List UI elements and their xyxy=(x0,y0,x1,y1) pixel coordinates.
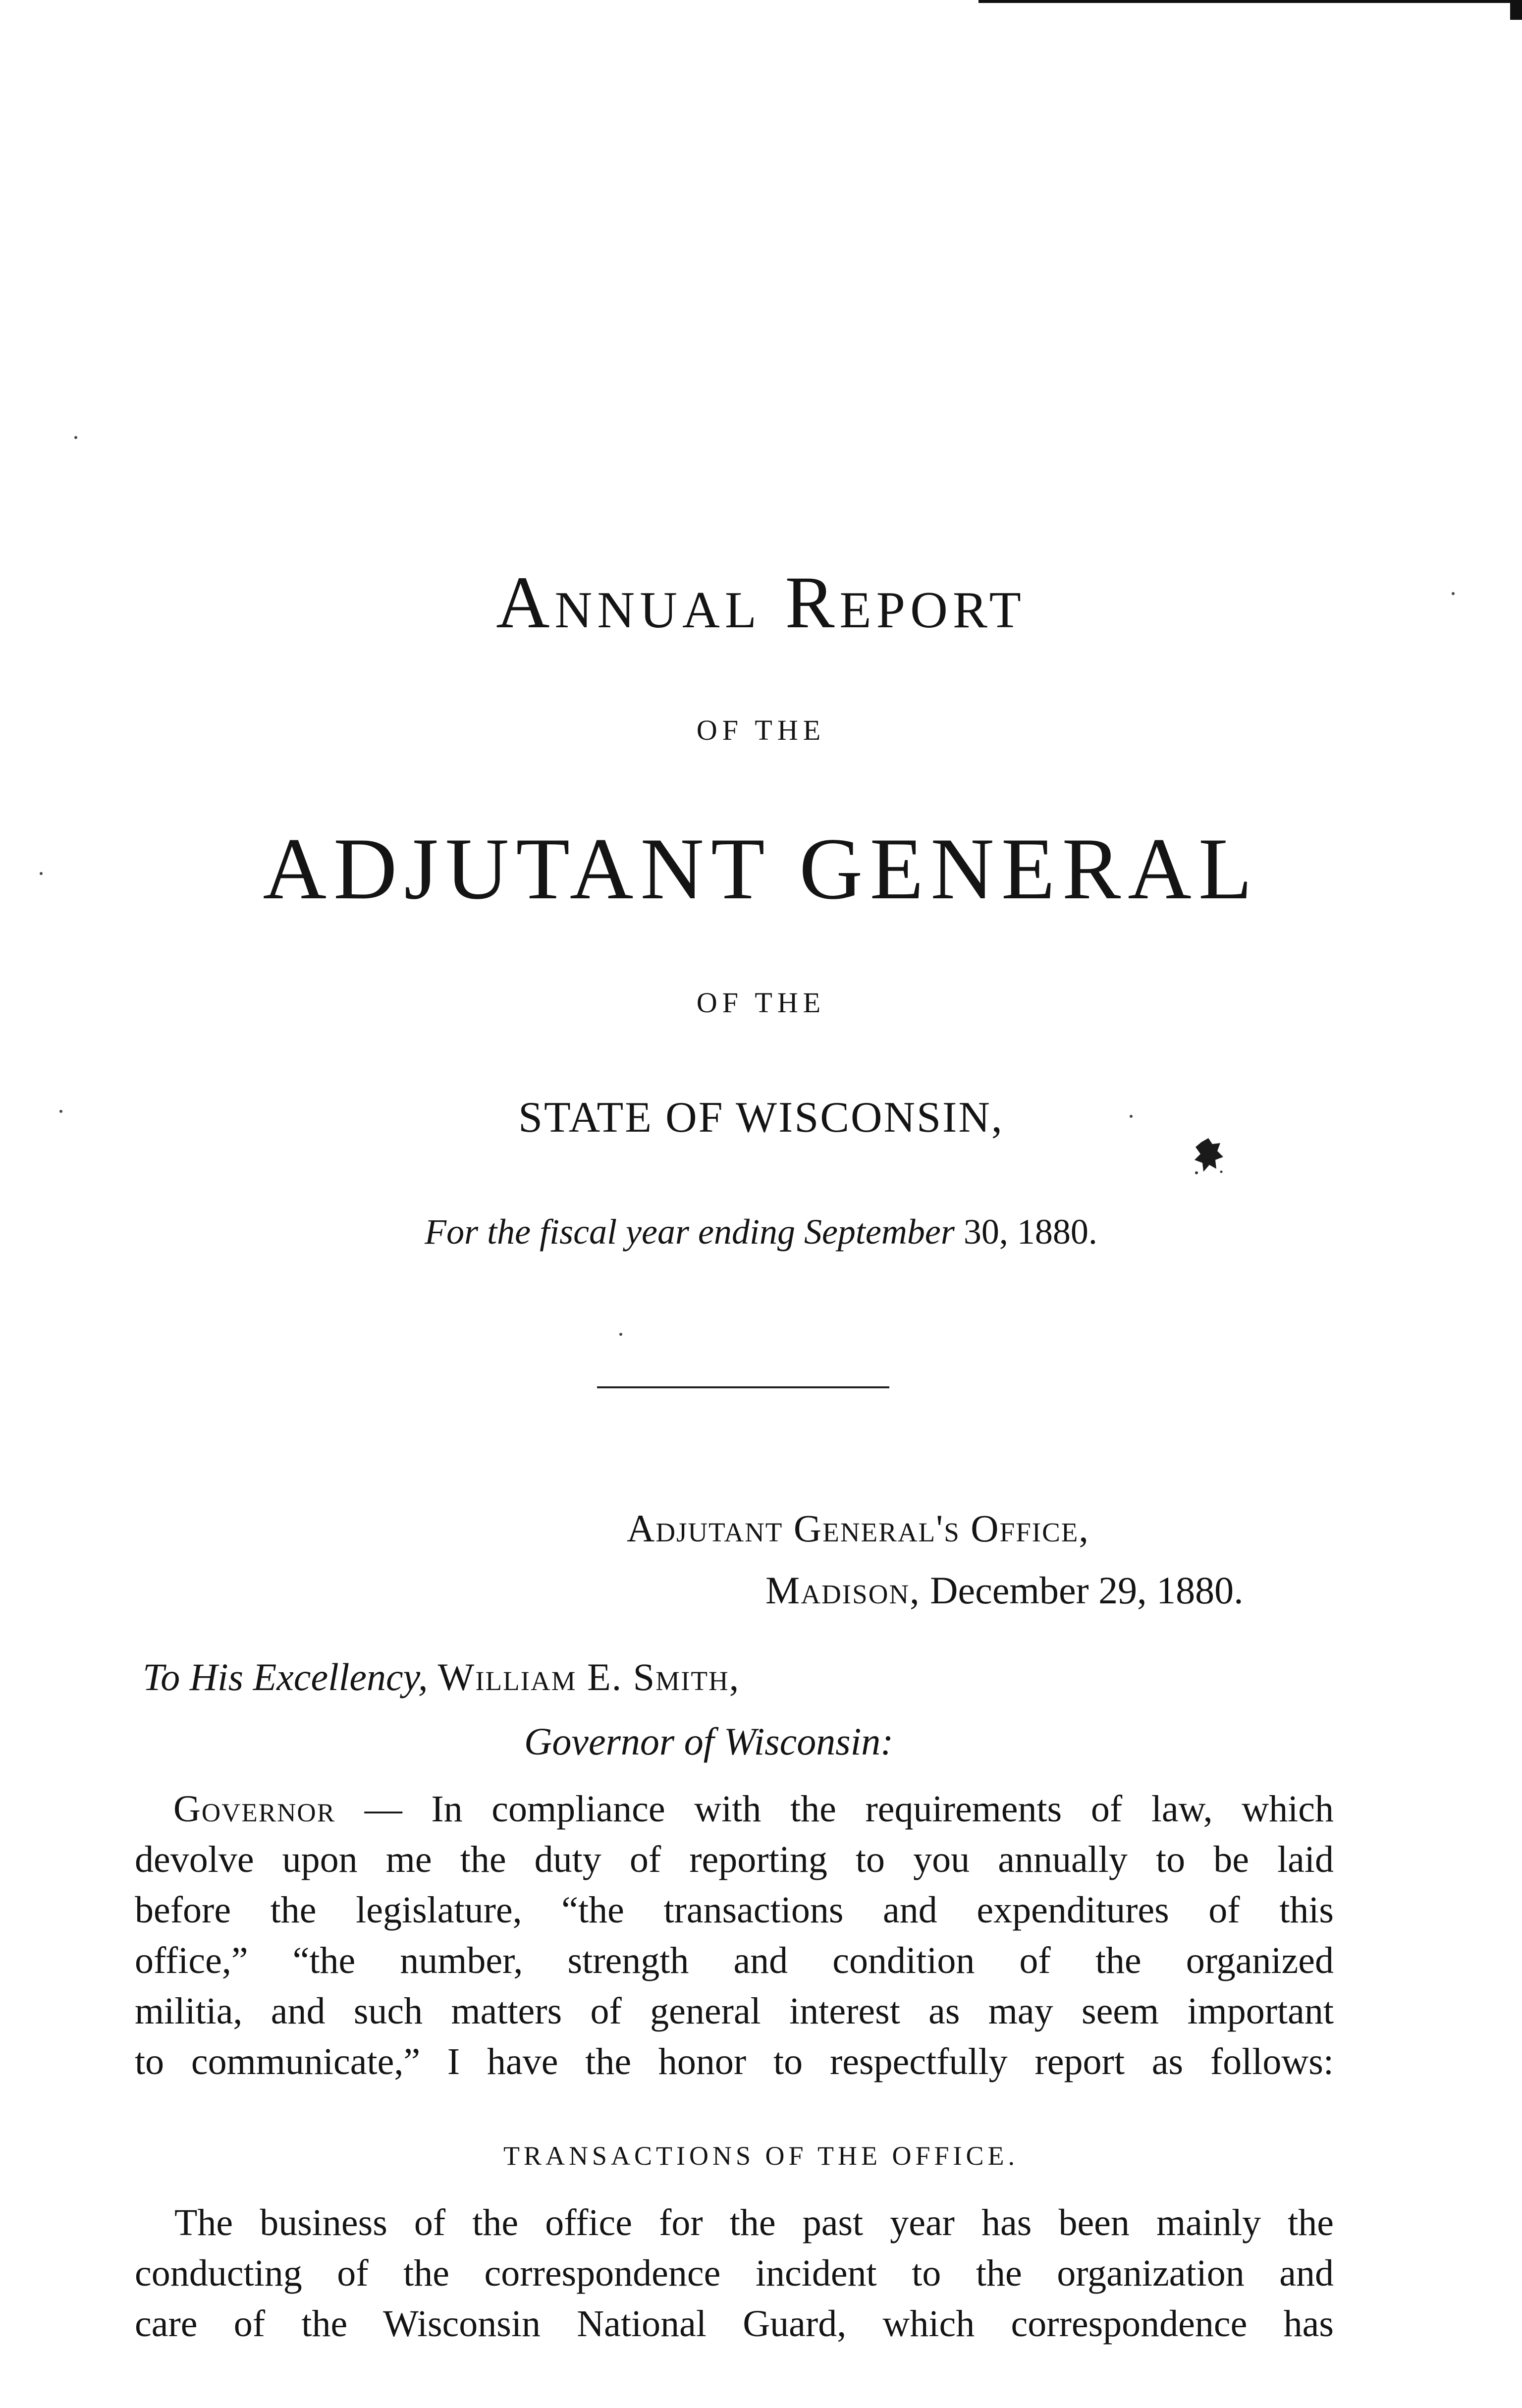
ink-blot-mark xyxy=(1192,1137,1226,1177)
fiscal-year-italic: For the fiscal year ending September xyxy=(425,1212,955,1252)
body-paragraph-1 xyxy=(135,1784,1334,2087)
paragraph-1-lead: Governor xyxy=(173,1788,336,1830)
fiscal-year-line xyxy=(0,1211,1522,1253)
paper-speck xyxy=(74,436,77,439)
paper-speck xyxy=(59,1110,62,1113)
paragraph-1-line-5: militia, and such matters of general interest as may seem important xyxy=(135,1990,1334,2032)
letterhead-place-date xyxy=(765,1568,1244,1613)
paragraph-2-line-1: The business of the office for the past year has been mainly the xyxy=(174,2202,1334,2244)
letterhead-place: Madison, xyxy=(765,1569,921,1612)
report-title-line-1: Annual Report xyxy=(496,561,1026,644)
letterhead-date: December 29, 1880. xyxy=(920,1569,1244,1612)
report-title-line-2: ADJUTANT GENERAL xyxy=(263,820,1259,918)
letterhead-office: Adjutant General's Office, xyxy=(627,1507,1089,1550)
paper-speck xyxy=(1130,1115,1133,1118)
salutation-addressee xyxy=(143,1655,740,1699)
state-name: STATE OF WISCONSIN, xyxy=(518,1094,1004,1142)
salutation-to: To His Excellency, xyxy=(143,1655,428,1698)
paragraph-1-line-4: office,” “the number, strength and condition of the organized xyxy=(135,1940,1334,1981)
scan-edge-mark xyxy=(978,0,1522,3)
section-heading: TRANSACTIONS OF THE OFFICE. xyxy=(503,2141,1019,2171)
scan-corner-mark xyxy=(1510,0,1522,20)
paragraph-2-line-3: care of the Wisconsin National Guard, which correspondence has xyxy=(135,2303,1334,2345)
fiscal-year-date: 30, 1880. xyxy=(954,1212,1097,1252)
salutation-title: Governor of Wisconsin: xyxy=(524,1720,894,1763)
paragraph-1-line-6: to communicate,” I have the honor to respectfully report as follows: xyxy=(135,2041,1334,2082)
paragraph-2-line-2: conducting of the correspondence incident to the organization and xyxy=(135,2252,1334,2294)
section-divider xyxy=(597,1386,889,1388)
paragraph-1-line-1: Governor — In compliance with the requirements of law, which xyxy=(173,1788,1334,1830)
paragraph-1-line-2: devolve upon me the duty of reporting to you annually to be laid xyxy=(135,1839,1334,1880)
paper-speck xyxy=(40,872,43,875)
paper-speck xyxy=(619,1333,622,1336)
of-the-connector-2: OF THE xyxy=(696,986,826,1019)
paper-speck xyxy=(1452,592,1455,595)
salutation-name: William E. Smith, xyxy=(428,1655,740,1698)
body-paragraph-2 xyxy=(135,2197,1334,2349)
of-the-connector-1: OF THE xyxy=(696,714,826,746)
paragraph-1-line-3: before the legislature, “the transactions and expenditures of this xyxy=(135,1889,1334,1931)
